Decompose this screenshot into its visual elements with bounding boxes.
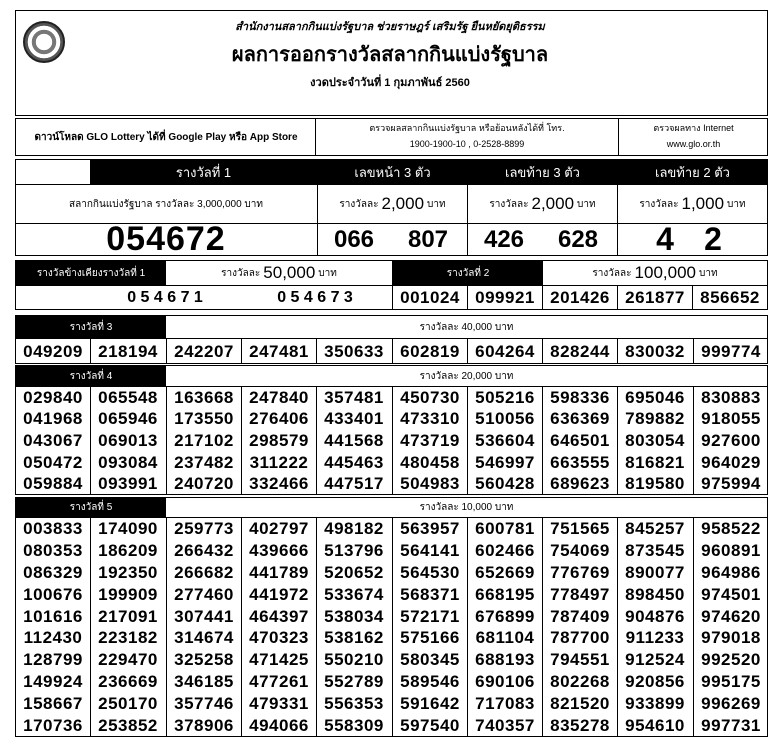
third-prize-number: 247481: [249, 341, 309, 361]
fourth-prize-number: 473310: [400, 409, 460, 429]
second-prize-number: 261877: [625, 288, 685, 307]
fourth-prize-number: 237482: [174, 452, 234, 472]
fourth-prize-number: 357481: [324, 387, 384, 407]
second-prize-number: 099921: [475, 288, 535, 307]
fourth-prize-number: 819580: [625, 474, 685, 494]
fifth-prize-number: 960891: [701, 540, 761, 560]
third-prize-number: 049209: [23, 341, 83, 361]
fifth-prize-amount: รางวัลละ 10,000 บาท: [419, 502, 514, 513]
fifth-prize-number: 464397: [249, 606, 309, 626]
fourth-prize-number: 029840: [23, 387, 83, 407]
back2-label: เลขท้าย 2 ตัว: [618, 160, 767, 184]
fifth-prize-number: 835278: [550, 716, 610, 736]
fifth-prize-number: 563957: [400, 518, 460, 538]
first-prize-number: 054672: [106, 219, 226, 258]
fifth-prize-number: 997731: [701, 716, 761, 736]
fifth-prize-number: 681104: [475, 628, 535, 648]
fifth-prize-number: 964986: [701, 562, 761, 582]
fifth-prize-number: 149924: [23, 672, 83, 692]
fourth-prize-number: 441568: [324, 430, 384, 450]
fourth-prize-number: 964029: [701, 452, 761, 472]
fifth-prize-number: 572171: [400, 606, 460, 626]
fifth-prize-number: 266682: [174, 562, 234, 582]
fifth-prize-number: 954610: [625, 716, 685, 736]
fifth-prize-number: 186209: [98, 540, 158, 560]
fourth-prize-number: 447517: [324, 474, 384, 494]
fifth-prize-number: 494066: [249, 716, 309, 736]
fourth-prize-number: 276406: [249, 409, 309, 429]
fifth-prize-number: 174090: [98, 518, 158, 538]
back2-number-1: 4: [656, 220, 674, 257]
third-prize-number: 999774: [701, 341, 761, 361]
back2-number-2: 2: [704, 220, 722, 257]
fifth-prize-number: 778497: [550, 584, 610, 604]
fifth-prize-number: 498182: [324, 518, 384, 538]
fifth-prize-number: 357746: [174, 694, 234, 714]
download-note: ดาวน์โหลด GLO Lottery ได้ที่ Google Play หรือ App Store: [34, 131, 298, 143]
fifth-prize-number: 556353: [324, 694, 384, 714]
fifth-prize-number: 259773: [174, 518, 234, 538]
fifth-prize-number: 477261: [249, 672, 309, 692]
agency-name: สำนักงานสลากกินแบ่งรัฐบาล ช่วยราษฎร์ เสริมรัฐ ยืนหยัดยุติธรรม: [235, 21, 545, 33]
fifth-prize-number: 751565: [550, 518, 610, 538]
fifth-prize-number: 912524: [625, 650, 685, 670]
fifth-prize-number: 995175: [701, 672, 761, 692]
fourth-prize-number: 240720: [174, 474, 234, 494]
fifth-prize-number: 307441: [174, 606, 234, 626]
fifth-prize-number: 776769: [550, 562, 610, 582]
fifth-prize-number: 845257: [625, 518, 685, 538]
fourth-prize-number: 173550: [174, 409, 234, 429]
fourth-prize-number: 918055: [701, 409, 761, 429]
fourth-prize-number: 646501: [550, 430, 610, 450]
website: www.glo.or.th: [666, 139, 721, 149]
fourth-prize-number: 560428: [475, 474, 535, 494]
fifth-prize-number: 676899: [475, 606, 535, 626]
fifth-prize-number: 974501: [701, 584, 761, 604]
front3-number-2: 807: [407, 226, 449, 253]
internet-label: ตรวจผลทาง Internet: [653, 123, 734, 133]
fifth-prize-number: 575166: [400, 628, 460, 648]
fifth-prize-number: 192350: [98, 562, 158, 582]
fifth-prize-number: 086329: [23, 562, 83, 582]
fourth-prize-number: 536604: [475, 430, 535, 450]
fifth-prize-number: 802268: [550, 672, 610, 692]
fifth-prize-number: 533674: [324, 584, 384, 604]
fourth-prize-number: 480458: [400, 452, 460, 472]
fifth-prize-number: 253852: [98, 716, 158, 736]
fifth-prize-number: 217091: [98, 606, 158, 626]
fifth-prize-number: 441789: [249, 562, 309, 582]
front3-label: เลขหน้า 3 ตัว: [318, 160, 467, 184]
back2-amount: รางวัลละ 1,000 บาท: [639, 194, 746, 213]
fifth-prize-number: 402797: [249, 518, 309, 538]
back3-label: เลขท้าย 3 ตัว: [468, 160, 617, 184]
fifth-prize-number: 591642: [400, 694, 460, 714]
fifth-prize-number: 821520: [550, 694, 610, 714]
fifth-prize-number: 787409: [550, 606, 610, 626]
fifth-prize-number: 688193: [475, 650, 535, 670]
verify-label: ตรวจผลสลากกินแบ่งรัฐบาล หรือย้อนหลังได้ที่ โทร.: [369, 123, 565, 133]
second-prize-number: 001024: [400, 288, 460, 307]
near-first-label: รางวัลข้างเคียงรางวัลที่ 1: [16, 261, 166, 285]
draw-date: งวดประจำวันที่ 1 กุมภาพันธ์ 2560: [310, 77, 470, 89]
third-prize-label: รางวัลที่ 3: [16, 316, 166, 338]
fifth-prize-number: 277460: [174, 584, 234, 604]
fifth-prize-number: 236669: [98, 672, 158, 692]
fourth-prize-number: 473719: [400, 430, 460, 450]
fifth-prize-number: 003833: [23, 518, 83, 538]
fourth-prize-number: 445463: [324, 452, 384, 472]
fifth-prize-number: 378906: [174, 716, 234, 736]
fifth-prize-number: 668195: [475, 584, 535, 604]
fifth-prize-number: 754069: [550, 540, 610, 560]
near-first-number-1: 0 5 4 6 7 1: [127, 289, 203, 306]
fifth-prize-number: 346185: [174, 672, 234, 692]
third-prize-number: 604264: [475, 341, 535, 361]
fourth-prize-number: 163668: [174, 387, 234, 407]
fourth-prize-number: 789882: [625, 409, 685, 429]
fourth-prize-number: 803054: [625, 430, 685, 450]
fifth-prize-number: 992520: [701, 650, 761, 670]
fourth-prize-number: 433401: [324, 409, 384, 429]
near-first-number-2: 0 5 4 6 7 3: [277, 289, 353, 306]
fifth-prize-number: 199909: [98, 584, 158, 604]
fifth-prize-number: 589546: [400, 672, 460, 692]
fifth-prize-number: 158667: [23, 694, 83, 714]
fifth-prize-number: 538034: [324, 606, 384, 626]
fifth-prize-number: 996269: [701, 694, 761, 714]
fourth-prize-number: 065548: [98, 387, 158, 407]
fourth-prize-amount: รางวัลละ 20,000 บาท: [419, 370, 514, 382]
fifth-prize-number: 564141: [400, 540, 460, 560]
fifth-prize-number: 740357: [475, 716, 535, 736]
fourth-prize-number: 332466: [249, 474, 309, 494]
page-title: ผลการออกรางวัลสลากกินแบ่งรัฐบาล: [231, 44, 549, 66]
third-prize-number: 828244: [550, 341, 610, 361]
fifth-prize-number: 100676: [23, 584, 83, 604]
fifth-prize-number: 717083: [475, 694, 535, 714]
fifth-prize-number: 933899: [625, 694, 685, 714]
fifth-prize-number: 080353: [23, 540, 83, 560]
fourth-prize-number: 050472: [23, 452, 83, 472]
fourth-prize-number: 093991: [98, 474, 158, 494]
fourth-prize-number: 510056: [475, 409, 535, 429]
fifth-prize-number: 564530: [400, 562, 460, 582]
second-prize-amount: รางวัลละ 100,000 บาท: [592, 263, 718, 282]
fifth-prize-number: 439666: [249, 540, 309, 560]
fifth-prize-number: 690106: [475, 672, 535, 692]
fifth-prize-number: 558309: [324, 716, 384, 736]
fifth-prize-number: 128799: [23, 650, 83, 670]
fifth-prize-number: 979018: [701, 628, 761, 648]
fifth-prize-number: 873545: [625, 540, 685, 560]
fifth-prize-number: 229470: [98, 650, 158, 670]
fifth-prize-number: 898450: [625, 584, 685, 604]
fourth-prize-number: 689623: [550, 474, 610, 494]
fifth-prize-number: 314674: [174, 628, 234, 648]
fourth-prize-number: 217102: [174, 430, 234, 450]
fourth-prize-number: 830883: [701, 387, 761, 407]
second-prize-label: รางวัลที่ 2: [393, 261, 543, 285]
near-first-amount: รางวัลละ 50,000 บาท: [221, 263, 337, 282]
third-prize-number: 830032: [625, 341, 685, 361]
fifth-prize-number: 520652: [324, 562, 384, 582]
fifth-prize-number: 958522: [701, 518, 761, 538]
fourth-prize-number: 043067: [23, 430, 83, 450]
fourth-prize-number: 695046: [625, 387, 685, 407]
third-prize-number: 242207: [174, 341, 234, 361]
back3-number-1: 426: [483, 226, 525, 253]
third-prize-number: 602819: [400, 341, 460, 361]
fifth-prize-number: 787700: [550, 628, 610, 648]
fifth-prize-number: 568371: [400, 584, 460, 604]
fifth-prize-number: 479331: [249, 694, 309, 714]
fifth-prize-number: 890077: [625, 562, 685, 582]
second-prize-number: 201426: [550, 288, 610, 307]
back3-amount: รางวัลละ 2,000 บาท: [489, 194, 596, 213]
fifth-prize-number: 597540: [400, 716, 460, 736]
fourth-prize-number: 663555: [550, 452, 610, 472]
fifth-prize-number: 513796: [324, 540, 384, 560]
fifth-prize-number: 904876: [625, 606, 685, 626]
fourth-prize-number: 298579: [249, 430, 309, 450]
fourth-prize-number: 504983: [400, 474, 460, 494]
fifth-prize-number: 550210: [324, 650, 384, 670]
fourth-prize-number: 975994: [701, 474, 761, 494]
fifth-prize-label: รางวัลที่ 5: [16, 498, 166, 517]
fourth-prize-number: 093084: [98, 452, 158, 472]
fourth-prize-number: 598336: [550, 387, 610, 407]
third-prize-number: 218194: [98, 341, 158, 361]
fifth-prize-number: 441972: [249, 584, 309, 604]
fifth-prize-number: 470323: [249, 628, 309, 648]
fourth-prize-label: รางวัลที่ 4: [16, 366, 166, 386]
fifth-prize-number: 170736: [23, 716, 83, 736]
fifth-prize-number: 974620: [701, 606, 761, 626]
fifth-prize-number: 101616: [23, 606, 83, 626]
fifth-prize-number: 794551: [550, 650, 610, 670]
fifth-prize-number: 920856: [625, 672, 685, 692]
fourth-prize-number: 927600: [701, 430, 761, 450]
fifth-prize-number: 325258: [174, 650, 234, 670]
fourth-prize-number: 816821: [625, 452, 685, 472]
fourth-prize-number: 065946: [98, 409, 158, 429]
fourth-prize-number: 247840: [249, 387, 309, 407]
fifth-prize-number: 602466: [475, 540, 535, 560]
first-prize-desc: สลากกินแบ่งรัฐบาล รางวัลละ 3,000,000 บาท: [69, 198, 263, 210]
third-prize-amount: รางวัลละ 40,000 บาท: [419, 321, 514, 333]
fifth-prize-number: 112430: [23, 628, 83, 648]
fifth-prize-number: 580345: [400, 650, 460, 670]
fifth-prize-number: 250170: [98, 694, 158, 714]
fourth-prize-number: 059884: [23, 474, 83, 494]
fourth-prize-number: 041968: [23, 409, 83, 429]
front3-number-1: 066: [333, 226, 375, 253]
fourth-prize-number: 505216: [475, 387, 535, 407]
front3-amount: รางวัลละ 2,000 บาท: [339, 194, 446, 213]
back3-number-2: 628: [557, 226, 599, 253]
second-prize-number: 856652: [700, 288, 760, 307]
fifth-prize-number: 223182: [98, 628, 158, 648]
third-prize-number: 350633: [324, 341, 384, 361]
fifth-prize-number: 652669: [475, 562, 535, 582]
fifth-prize-number: 266432: [174, 540, 234, 560]
fourth-prize-number: 069013: [98, 430, 158, 450]
first-prize-label: รางวัลที่ 1: [90, 160, 317, 184]
verify-phone: 1900-1900-10 , 0-2528-8899: [409, 139, 525, 149]
fifth-prize-number: 552789: [324, 672, 384, 692]
fourth-prize-number: 311222: [249, 452, 309, 472]
glo-seal-logo: [23, 21, 65, 63]
fifth-prize-number: 471425: [249, 650, 309, 670]
fifth-prize-number: 600781: [475, 518, 535, 538]
fourth-prize-number: 450730: [400, 387, 460, 407]
fifth-prize-number: 538162: [324, 628, 384, 648]
fourth-prize-number: 546997: [475, 452, 535, 472]
fifth-prize-number: 911233: [625, 628, 685, 648]
fourth-prize-number: 636369: [550, 409, 610, 429]
